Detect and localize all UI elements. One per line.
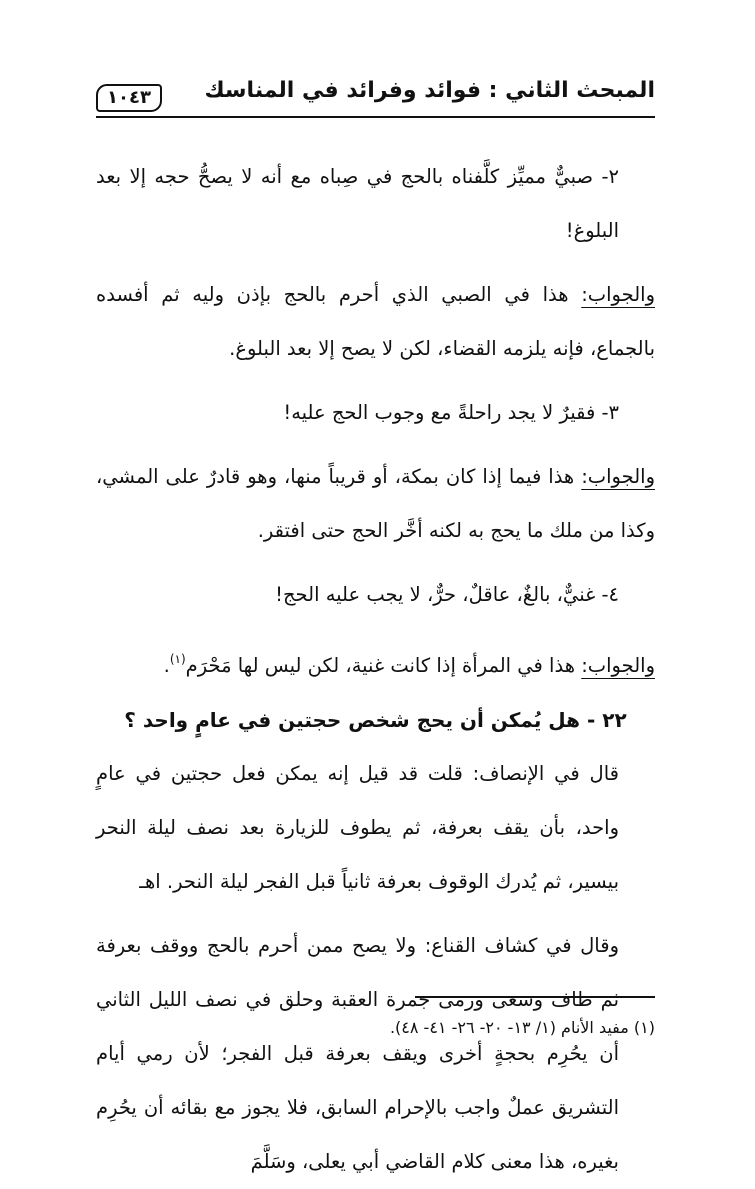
footnote-marker[interactable]: (١): [169, 652, 186, 666]
answer-text: هذا في الصبي الذي أحرم بالحج بإذن وليه ثم أفسده بالجماع، فإنه يلزمه القضاء، لكن لا يصح إلا بعد البلوغ.: [96, 283, 655, 360]
question-3: ٣- فقيرٌ لا يجد راحلةً مع وجوب الحج عليه!: [283, 401, 619, 424]
question-4: ٤- غنيٌّ، بالغٌ، عاقلٌ، حرٌّ، لا يجب عليه الحج!: [275, 583, 619, 606]
running-header: [96, 76, 655, 116]
section-heading: ٢٢ - هل يُمكن أن يحج شخص حجتين في عامٍ واحد ؟: [124, 708, 627, 732]
answer-4: [96, 632, 655, 693]
footnote-divider: [415, 996, 655, 998]
answer-2: [96, 268, 655, 376]
paragraph-kashf: وقال في كشاف القناع: ولا يصح ممن أحرم بالحج ووقف بعرفة ثم طاف وسعى ورمى جمرة العقبة وحلق في نصف الليل الثاني أن يحُرِم بحجةٍ أخرى ويقف بعرفة قبل الفجر؛ لأن رمي أيام التشريق عملٌ واجب بالإحرام السابق، فلا يجوز مع بقائه أن يحُرِم بغيره، هذا معنى كلام القاضي أبي يعلى، وسَلَّمَ: [96, 934, 619, 1173]
answer-label: والجواب:: [581, 283, 655, 306]
paragraph-insaf: قال في الإنصاف: قلت قد قيل إنه يمكن فعل حجتين في عامٍ واحد، بأن يقف بعرفة، ثم يطوف للزيارة بعد نصف ليلة النحر بيسير، ثم يُدرك الوقوف بعرفة ثانياً قبل الفجر ليلة النحر. اهـ: [96, 762, 619, 893]
answer-label: والجواب:: [581, 654, 655, 677]
header-divider: [96, 116, 655, 118]
page-number: ١٠٤٣: [96, 84, 162, 112]
chapter-title: المبحث الثاني : فوائد وفرائد في المناسك: [204, 78, 655, 103]
answer-label: والجواب:: [581, 465, 655, 488]
question-2: ٢- صبيٌّ مميِّز كلَّفناه بالحج في صِباه مع أنه لا يصحُّ حجه إلا بعد البلوغ!: [96, 165, 619, 242]
answer-text: هذا في المرأة إذا كانت غنية، لكن ليس لها مَحْرَم: [185, 654, 582, 677]
answer-text: هذا فيما إذا كان بمكة، أو قريباً منها، وهو قادرٌ على المشي، وكذا من ملك ما يحج به لكنه أخَّر الحج حتى افتقر.: [96, 465, 655, 542]
footnote: (١) مفيد الأنام (١/ ١٣- ٢٠- ٢٦- ٤١- ٤٨).: [389, 1018, 655, 1037]
answer-end: .: [163, 654, 170, 677]
answer-3: [96, 450, 655, 558]
